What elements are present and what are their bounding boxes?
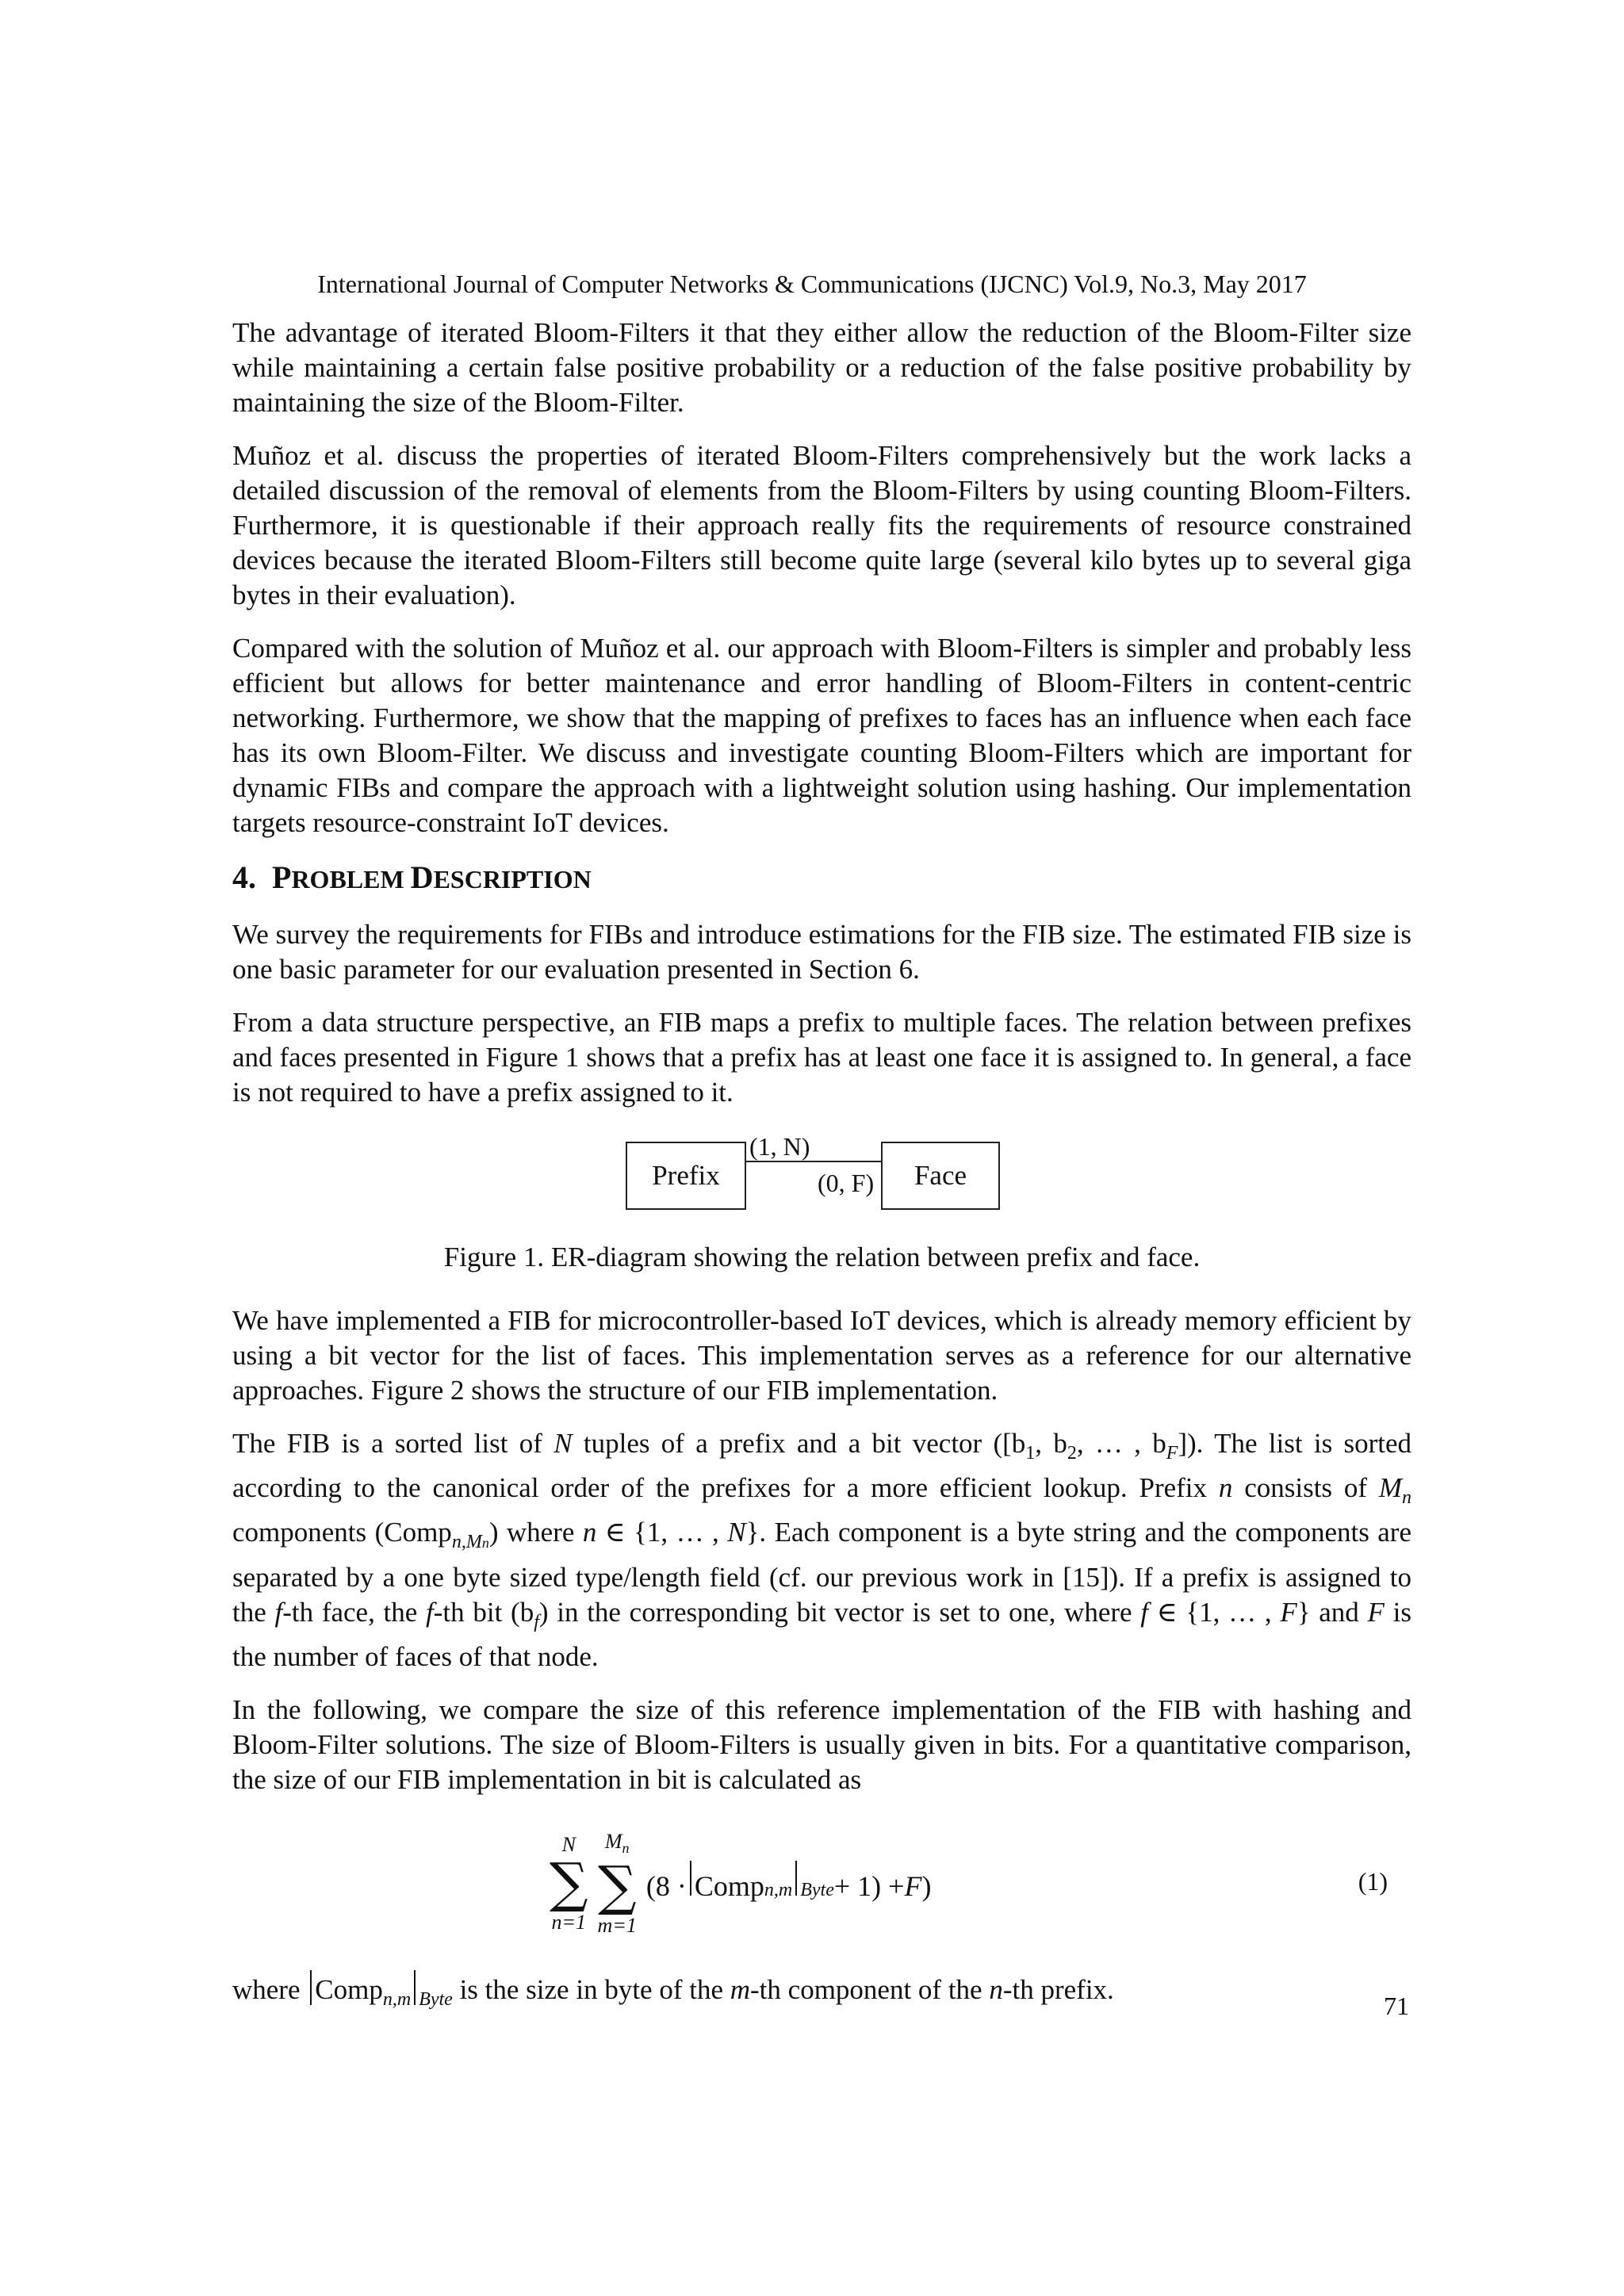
paragraph: Muñoz et al. discuss the properties of iterated Bloom-Filters comprehensively but the work lacks a detailed discussion of the removal of elements from the Bloom-Filters by using counting Bloom-Filters. Furthermore, it is questionable if their approach really fits the requirements of resource constrained devices because the iterated Bloom-Filters still become quite large (several kilo bytes up to several giga bytes in their evaluation). [232, 440, 1411, 610]
paragraph: Compared with the solution of Muñoz et al. our approach with Bloom-Filters is simpler and probably less efficient but allows for better maintenance and error handling of Bloom-Filters in content-centric networking. Furthermore, we show that the mapping of prefixes to faces has an influence when each face has its own Bloom-Filter. We discuss and investigate counting Bloom-Filters which are important for dynamic FIBs and compare the approach with a lightweight solution using hashing. Our implementation targets resource-constraint IoT devices. [232, 633, 1411, 838]
page-body [232, 316, 1411, 2035]
er-diagram [232, 1129, 1411, 1218]
cardinality-bottom: (0, F) [818, 1169, 875, 1197]
section-title: PROBLEM DESCRIPTION [272, 859, 592, 895]
paragraph: We survey the requirements for FIBs and introduce estimations for the FIB size. The estimated FIB size is one basic parameter for our evaluation presented in Section 6. [232, 919, 1411, 985]
cardinality-top: (1, N) [749, 1132, 810, 1161]
page-number: 71 [1384, 1992, 1409, 2020]
equation-expression: (8 · Comp n,m Byte + 1) + F ) [646, 1861, 932, 1908]
entity-prefix-box: Prefix [626, 1142, 746, 1210]
figure-caption: Figure 1. ER-diagram showing the relation between prefix and face. [443, 1242, 1201, 1272]
sum-m: $M_n$ ∑ m=1 [597, 1829, 637, 1938]
paragraph: The advantage of iterated Bloom-Filters it that they either allow the reduction of the Bloom-Filter size while maintaining a certain false positive probability or a reduction of the false positive probability by maintaining the size of the Bloom-Filter. [232, 317, 1411, 418]
equation-number: (1) [1358, 1867, 1388, 1896]
paragraph: In the following, we compare the size of this reference implementation of the FIB with hashing and Bloom-Filter solutions. The size of Bloom-Filters is usually given in bits. For a quantitative comparison, the size of our FIB implementation in bit is calculated as [232, 1694, 1411, 1795]
paragraph-where: where Comp$_{n,m}$ $_{Byte}$ is the size in byte of the m-th component of the n-th prefix. [232, 1970, 1411, 2017]
paragraph: We have implemented a FIB for microcontroller-based IoT devices, which is already memory efficient by using a bit vector for the list of faces. This implementation serves as a reference for our alternative approaches. Figure 2 shows the structure of our FIB implementation. [232, 1305, 1411, 1406]
entity-face-box: Face [881, 1142, 1000, 1210]
journal-header: International Journal of Computer Networks & Communications (IJCNC) Vol.9, No.3, May 2017 [317, 270, 1307, 298]
sum-n: N ∑ n=1 [550, 1833, 588, 1934]
section-heading [232, 859, 1411, 898]
section-number: 4. [232, 859, 256, 895]
paragraph-fib-definition: The FIB is a sorted list of N tuples of a prefix and a bit vector ([$b_1$, $b_2$, … , $b_F$]). The list is sorted according to the canonical order of the prefixes for a more efficient lookup. Prefix n consists of $M_n$ components (Comp$_{n,Mn}$) where n ∈ {1, … , N}. Each component is a byte string and the components are separated by a one byte sized type/length field (cf. our previous work in [15]). If a prefix is assigned to the f-th face, the f-th bit $(b_f)$ in the corresponding bit vector is set to one, where f ∈ {1, … , F} and F is the number of faces of that node. [232, 1428, 1412, 1672]
equation-1 [232, 1824, 1411, 1943]
paragraph: From a data structure perspective, an FIB maps a prefix to multiple faces. The relation between prefixes and faces presented in Figure 1 shows that a prefix has at least one face it is assigned to. In general, a face is not required to have a prefix assigned to it. [232, 1007, 1411, 1108]
